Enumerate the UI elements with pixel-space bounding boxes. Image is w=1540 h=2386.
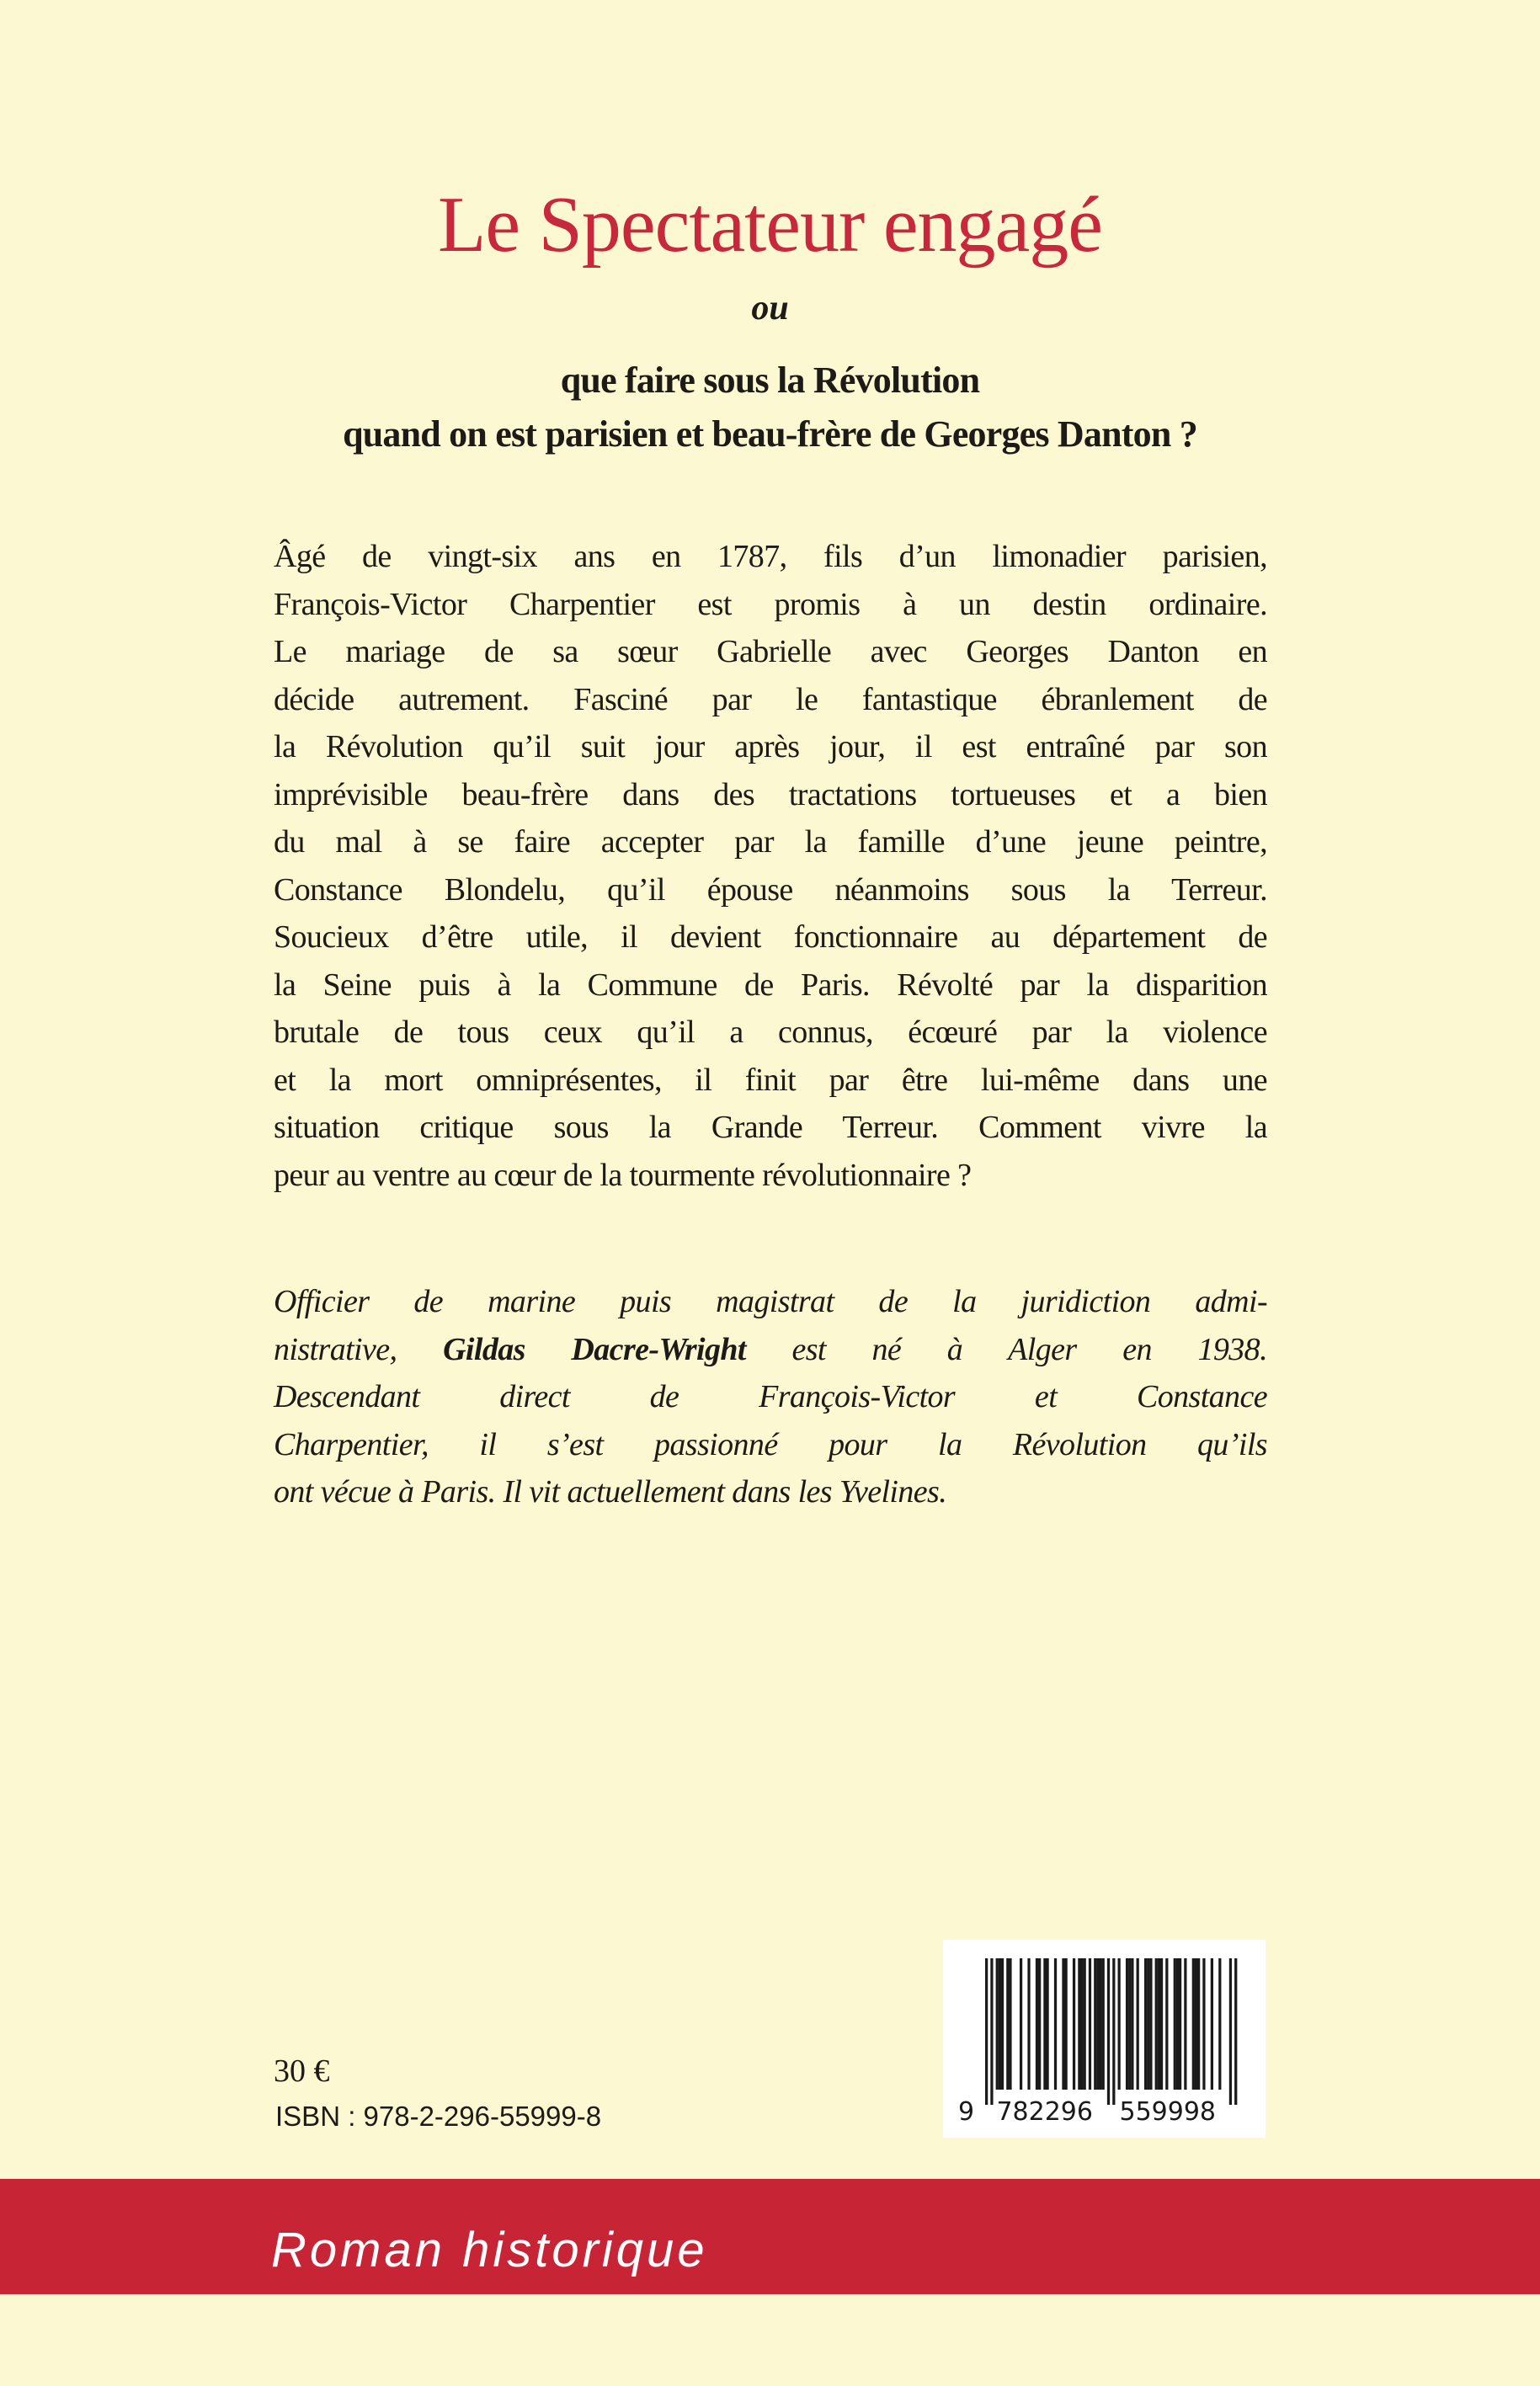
barcode-digits: 9 — [958, 2097, 975, 2127]
summary-line: décide autrement. Fasciné par le fantastique ébranlement de — [274, 681, 1267, 717]
barcode-bar — [1112, 1958, 1115, 2105]
barcode-bar — [1197, 1958, 1200, 2090]
barcode-bar — [1006, 1958, 1009, 2090]
bio-line: Descendant direct de François-Victor et Constance — [274, 1379, 1267, 1414]
barcode-bar — [1099, 1958, 1101, 2090]
bio-text: est né à Alger en 1938. — [745, 1331, 1267, 1367]
barcode-bar — [985, 1958, 988, 2105]
barcode-bar — [1202, 1958, 1205, 2090]
book-title: Le Spectateur engagé — [437, 181, 1102, 269]
barcode-bar — [1179, 1958, 1181, 2090]
barcode-bar — [996, 1958, 999, 2090]
summary-line: du mal à se faire accepter par la famille d’une jeune peintre, — [274, 824, 1267, 860]
barcode-bar — [1094, 1958, 1096, 2090]
genre-band — [0, 2179, 1540, 2294]
barcode-bar — [1084, 1958, 1086, 2090]
barcode-bar — [1009, 1958, 1011, 2090]
bio-line: ont vécue à Paris. Il vit actuellement dans les Yvelines. — [274, 1474, 947, 1510]
summary-line: et la mort omniprésentes, il finit par être lui-même dans une — [274, 1062, 1267, 1098]
barcode-bar — [1043, 1958, 1046, 2090]
barcode-bar — [1174, 1958, 1176, 2090]
barcode — [943, 1940, 1266, 2138]
barcode-digits: 559998 — [1119, 2097, 1217, 2127]
book-summary — [274, 533, 1267, 1199]
barcode-bar — [1155, 1958, 1158, 2090]
barcode-graphic — [943, 1940, 1266, 2138]
barcode-bar — [1107, 1958, 1110, 2105]
barcode-bar — [1158, 1958, 1160, 2090]
bio-line — [274, 1326, 1267, 1374]
barcode-bar — [1165, 1958, 1168, 2090]
summary-line: Âgé de vingt-six ans en 1787, fils d’un limonadier parisien, — [274, 539, 1267, 574]
summary-line: Constance Blondelu, qu’il épouse néanmoins sous la Terreur. — [274, 871, 1267, 908]
summary-line: la Révolution qu’il suit jour après jour, il est entraîné par son — [274, 729, 1267, 764]
barcode-bar — [1160, 1958, 1163, 2090]
barcode-bar — [1234, 1958, 1237, 2105]
barcode-bar — [1096, 1958, 1099, 2090]
barcode-bar — [1147, 1958, 1149, 2090]
barcode-bar — [990, 1958, 993, 2105]
title-connector: ou — [751, 289, 789, 328]
barcode-bar — [1073, 1958, 1075, 2090]
barcode-bar — [1089, 1958, 1091, 2090]
bio-line: Charpentier, il s’est passionné pour la Révolution qu’ils — [274, 1426, 1267, 1462]
barcode-digits: 782296 — [996, 2097, 1093, 2127]
barcode-bar — [1065, 1958, 1068, 2090]
summary-line: imprévisible beau-frère dans des tractations tortueuses et a bien — [274, 776, 1267, 812]
barcode-bar — [1102, 1958, 1105, 2090]
summary-line: François-Victor Charpentier est promis à un destin ordinaire. — [274, 586, 1267, 622]
barcode-bar — [1211, 1958, 1213, 2090]
barcode-bar — [1192, 1958, 1195, 2090]
barcode-bar — [1137, 1958, 1139, 2090]
price: 30 € — [274, 2053, 330, 2089]
summary-line: situation critique sous la Grande Terreur. Comment vivre la — [274, 1110, 1267, 1145]
author-bio — [274, 1278, 1267, 1516]
subtitle-line-2: quand on est parisien et beau-frère de Georges Danton ? — [343, 413, 1197, 455]
barcode-bar — [1128, 1958, 1131, 2090]
summary-line: Soucieux d’être utile, il devient fonctionnaire au département de — [274, 919, 1267, 955]
summary-line: la Seine puis à la Commune de Paris. Révolté par la disparition — [274, 967, 1267, 1003]
subtitle-line-1: que faire sous la Révolution — [560, 359, 980, 401]
barcode-bar — [1144, 1958, 1147, 2090]
barcode-bar — [1184, 1958, 1186, 2090]
summary-line: Le mariage de sa sœur Gabrielle avec Georges Danton en — [274, 634, 1267, 669]
barcode-bar — [1001, 1958, 1004, 2090]
bio-line: Officier de marine puis magistrat de la juridiction admi- — [274, 1284, 1267, 1319]
barcode-bar — [1038, 1958, 1041, 2090]
barcode-bar — [1036, 1958, 1038, 2090]
barcode-bar — [1176, 1958, 1179, 2090]
barcode-bar — [1020, 1958, 1022, 2090]
summary-line: brutale de tous ceux qu’il a connus, écœuré par la violence — [274, 1015, 1267, 1050]
barcode-bar — [1027, 1958, 1030, 2090]
barcode-bar — [1118, 1958, 1121, 2090]
barcode-bar — [1195, 1958, 1197, 2090]
barcode-bar — [1078, 1958, 1080, 2090]
barcode-bar — [1046, 1958, 1048, 2090]
genre-label: Roman historique — [271, 2223, 708, 2277]
barcode-bar — [1229, 1958, 1232, 2105]
barcode-bar — [1218, 1958, 1221, 2090]
barcode-bar — [1080, 1958, 1083, 2090]
barcode-bar — [1131, 1958, 1133, 2090]
barcode-bar — [999, 1958, 1001, 2090]
barcode-bar — [1149, 1958, 1152, 2090]
bio-text: nistrative, — [274, 1331, 444, 1367]
isbn: ISBN : 978-2-296-55999-8 — [275, 2101, 602, 2132]
barcode-bar — [1062, 1958, 1064, 2090]
barcode-bar — [1054, 1958, 1057, 2090]
author-name: Gildas Dacre-Wright — [443, 1331, 746, 1367]
barcode-bar — [1126, 1958, 1128, 2090]
summary-line: peur au ventre au cœur de la tourmente révolutionnaire ? — [274, 1157, 972, 1193]
